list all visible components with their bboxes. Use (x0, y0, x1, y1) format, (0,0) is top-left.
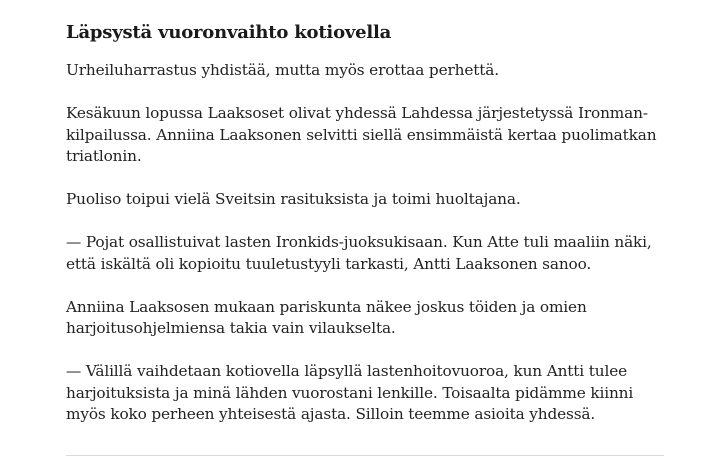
article-paragraph: Kesäkuun lopussa Laaksoset olivat yhdessä Lahdessa järjestetyssä Ironman-kilpailussa. Anniina Laaksonen selvitti siellä ensimmäistä kertaa puolimatkan triatlonin. (66, 104, 657, 165)
article-paragraph: Puoliso toipui vielä Sveitsin rasituksista ja toimi huoltajana. (66, 190, 521, 208)
article-paragraph: — Välillä vaihdetaan kotiovella läpsyllä lastenhoitovuoroa, kun Antti tulee harjoituksista ja minä lähden vuorostani lenkille. Toisaalta pidämme kiinni myös koko perheen yhteisestä ajasta. Silloin teemme asioita yhdessä. (66, 362, 634, 423)
section-divider (66, 455, 664, 456)
article-paragraph: — Pojat osallistuivat lasten Ironkids-juoksukisaan. Kun Atte tuli maaliin näki, että iskältä oli kopioitu tuuletustyyli tarkasti, Antti Laaksonen sanoo. (66, 233, 652, 273)
article-paragraph: Anniina Laaksosen mukaan pariskunta näkee joskus töiden ja omien harjoitusohjelmiensa takia vain vilaukselta. (66, 297, 587, 337)
article-paragraph: Urheiluharrastus yhdistää, mutta myös erottaa perhettä. (66, 61, 499, 79)
article-subheading: Läpsystä vuoronvaihto kotiovella (66, 22, 392, 43)
article-body (66, 20, 666, 426)
